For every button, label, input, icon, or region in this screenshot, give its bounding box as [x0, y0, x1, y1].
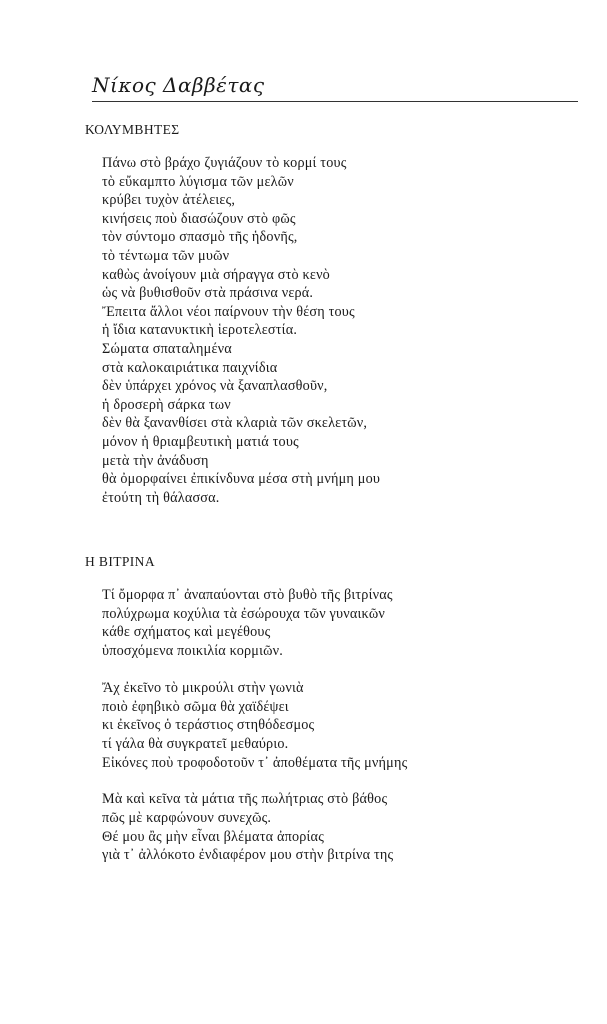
poem-body — [102, 586, 407, 865]
poem-line: ὡς νὰ βυθισθοῦν στὰ πράσινα νερά. — [102, 285, 314, 302]
poem-line: θὰ ὀμορφαίνει ἐπικίνδυνα μέσα στὴ μνήμη μου — [102, 471, 381, 488]
poem-line: Θέ μου ἂς μὴν εἶναι βλέματα ἀπορίας — [102, 828, 325, 845]
poem-line: Ἔπειτα ἄλλοι νέοι παίρνουν τὴν θέση τους — [102, 303, 355, 320]
poem-line: Πάνω στὸ βράχο ζυγιάζουν τὸ κορμί τους — [102, 155, 347, 171]
poem-title: Η ΒΙΤΡΙΝΑ — [85, 554, 155, 569]
poem-line: ὑποσχόμενα ποικιλία κορμιῶν. — [102, 643, 284, 660]
stanza-break — [102, 772, 407, 790]
poem-line: μόνον ἡ θριαμβευτικὴ ματιά τους — [102, 433, 299, 450]
poem-line: τί γάλα θὰ συγκρατεῖ μεθαύριο. — [102, 735, 289, 752]
page-header — [92, 72, 578, 98]
poem-line: Σώματα σπαταλημένα — [102, 340, 232, 357]
poem-line: ποιὸ ἐφηβικὸ σῶμα θὰ χαϊδέψει — [102, 698, 289, 715]
header-rule — [92, 101, 578, 102]
poem-line: γιὰ τ᾽ ἀλλόκοτο ἐνδιαφέρον μου στὴν βιτρίνα της — [102, 847, 394, 864]
poem-line: Τί ὄμορφα π᾽ ἀναπαύονται στὸ βυθὸ τῆς βιτρίνας — [102, 587, 393, 603]
poem-line: δὲν ὑπάρχει χρόνος νὰ ξαναπλασθοῦν, — [102, 378, 328, 395]
poem-line: κρύβει τυχὸν ἀτέλειες, — [102, 192, 236, 209]
poem-line: τὸ τέντωμα τῶν μυῶν — [102, 247, 230, 264]
poem-line: Εἰκόνες ποὺ τροφοδοτοῦν τ᾽ ἀποθέματα τῆς μνήμης — [102, 754, 408, 771]
poem-line: κι ἐκεῖνος ὁ τεράστιος στηθόδεσμος — [102, 717, 315, 734]
poem-line: ἡ δροσερὴ σάρκα των — [102, 396, 231, 413]
poem-line: ἡ ἴδια κατανυκτικὴ ἱεροτελεστία. — [102, 322, 298, 339]
poem-line: πῶς μὲ καρφώνουν συνεχῶς. — [102, 810, 272, 827]
author-name: Νίκος Δαββέτας — [92, 73, 265, 97]
poem-line: δὲν θὰ ξανανθίσει στὰ κλαριὰ τῶν σκελετῶν, — [102, 415, 368, 432]
poem-line: τὸν σύντομο σπασμὸ τῆς ἡδονῆς, — [102, 229, 298, 246]
poem-line: Μὰ καὶ κεῖνα τὰ μάτια τῆς πωλήτριας στὸ βάθος — [102, 791, 388, 808]
poem-line: Ἄχ ἐκεῖνο τὸ μικρούλι στὴν γωνιὰ — [102, 679, 304, 696]
poem-line: κάθε σχήματος καὶ μεγέθους — [102, 624, 271, 641]
poem-line: μετὰ τὴν ἀνάδυση — [102, 452, 209, 469]
poem-line: ἐτούτη τὴ θάλασσα. — [102, 489, 220, 506]
poem-line: στὰ καλοκαιριάτικα παιχνίδια — [102, 359, 278, 376]
poem-line: κινήσεις ποὺ διασώζουν στὸ φῶς — [102, 210, 296, 227]
poem-body — [102, 154, 380, 507]
stanza-break — [102, 661, 407, 679]
poem-line: τὸ εὔκαμπτο λύγισμα τῶν μελῶν — [102, 173, 294, 190]
poem-title: ΚΟΛΥΜΒΗΤΕΣ — [85, 122, 180, 137]
poem-line: πολύχρωμα κοχύλια τὰ ἐσώρουχα τῶν γυναικῶν — [102, 605, 386, 622]
poem-line: καθὼς ἀνοίγουν μιὰ σήραγγα στὸ κενὸ — [102, 266, 330, 283]
